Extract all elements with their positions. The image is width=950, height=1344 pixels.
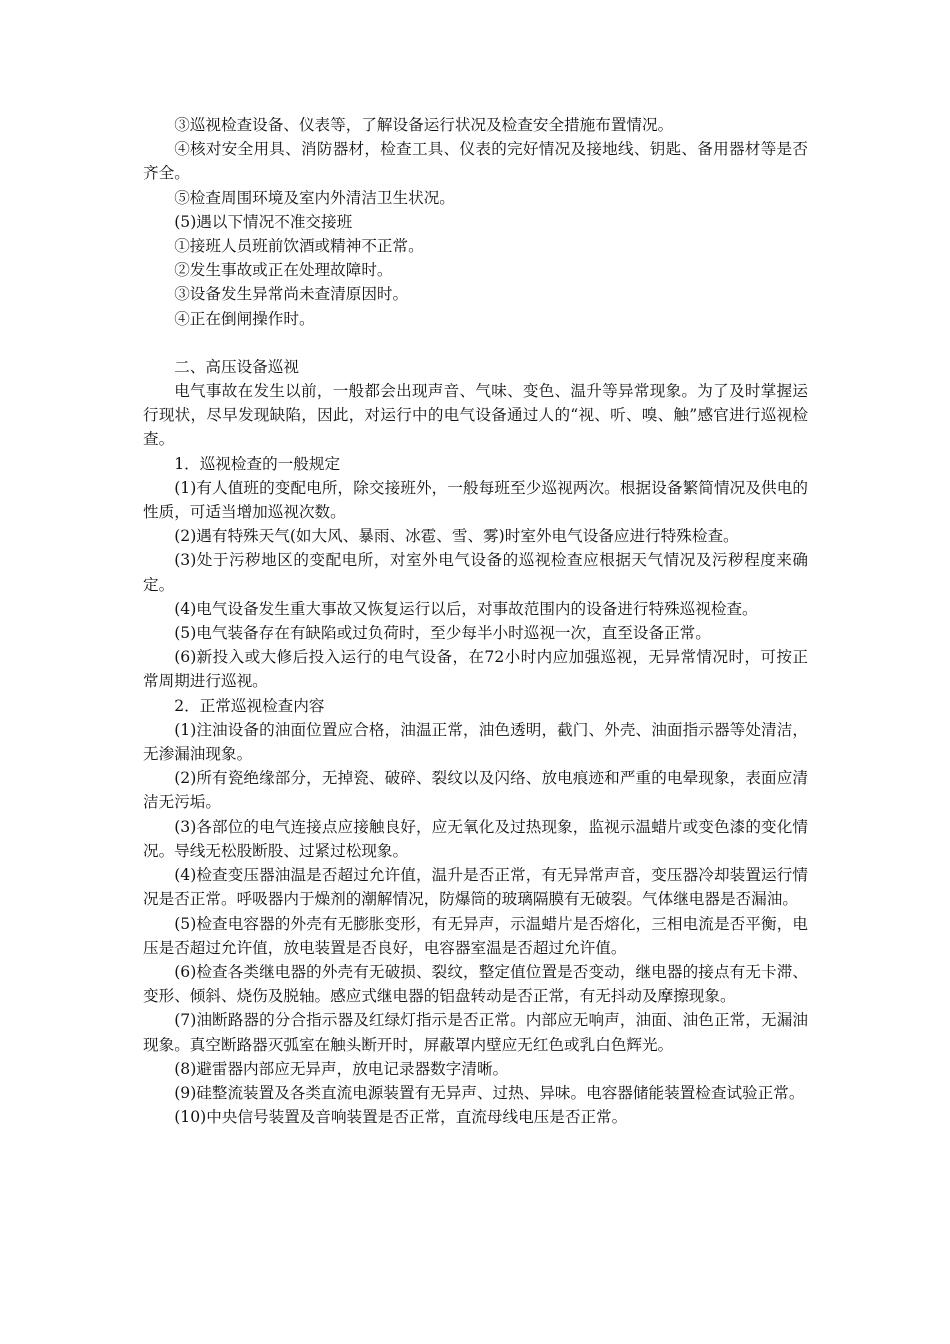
document-page <box>143 113 808 1129</box>
paragraph-no-handover-1: ①接班人员班前饮酒或精神不正常。 <box>174 237 424 256</box>
inspection-item: (1)注油设备的油面位置应合格，油温正常，油色透明，截门、外壳、油面指示器等处清洁，无渗漏油现象。 <box>143 720 808 764</box>
paragraph-no-handover-heading: (5)遇以下情况不准交接班 <box>174 212 353 231</box>
paragraph-check-safety-tools: ④核对安全用具、消防器材，检查工具、仪表的完好情况及接地线、钥匙、备用器材等是否齐全。 <box>143 140 808 183</box>
inspection-item: (10)中央信号装置及音响装置是否正常，直流母线电压是否正常。 <box>174 1108 628 1127</box>
paragraph-no-handover-4: ④正在倒闸操作时。 <box>174 309 315 328</box>
subsection-title-normal-inspection: 2．正常巡视检查内容 <box>174 696 325 715</box>
inspection-item: (5)检查电容器的外壳有无膨胀变形，有无异声，示温蜡片是否熔化，三相电流是否平衡，电压是否超过允许值，放电装置是否良好，电容器室温是否超过允许值。 <box>143 914 808 957</box>
paragraph-no-handover-2: ②发生事故或正在处理故障时。 <box>174 261 393 280</box>
general-rule-item: (3)处于污秽地区的变配电所，对室外电气设备的巡视检查应根据天气情况及污秽程度来确定。 <box>143 551 808 594</box>
general-rule-item: (1)有人值班的变配电所，除交接班外，一般每班至少巡视两次。根据设备繁简情况及供电的性质，可适当增加巡视次数。 <box>143 478 808 522</box>
inspection-item: (8)避雷器内部应无异声，放电记录器数字清晰。 <box>174 1059 509 1078</box>
inspection-item: (3)各部位的电气连接点应接触良好，应无氧化及过热现象，监视示温蜡片或变色漆的变化情况。导线无松股断股、过紧过松现象。 <box>143 817 808 860</box>
general-rule-item: (5)电气装备存在有缺陷或过负荷时，至少每半小时巡视一次，直至设备正常。 <box>174 624 711 643</box>
section-intro: 电气事故在发生以前，一般都会出现声音、气味、变色、温升等异常现象。为了及时掌握运行现状，尽早发现缺陷，因此，对运行中的电气设备通过人的“视、听、嗅、触”感官进行巡视检查。 <box>143 382 808 449</box>
inspection-item: (2)所有瓷绝缘部分，无掉瓷、破碎、裂纹以及闪络、放电痕迹和严重的电晕现象，表面应清洁无污垢。 <box>143 769 808 812</box>
section-spacer <box>143 331 808 355</box>
subsection-title-general-rules: 1．巡视检查的一般规定 <box>174 454 341 473</box>
general-rule-item: (4)电气设备发生重大事故又恢复运行以后，对事故范围内的设备进行特殊巡视检查。 <box>174 599 758 618</box>
general-rule-item: (6)新投入或大修后投入运行的电气设备，在72小时内应加强巡视，无异常情况时，可按正常周期进行巡视。 <box>143 648 808 691</box>
inspection-item: (6)检查各类继电器的外壳有无破损、裂纹，整定值位置是否变动，继电器的接点有无卡滞、变形、倾斜、烧伤及脱轴。感应式继电器的铝盘转动是否正常，有无抖动及摩擦现象。 <box>143 962 808 1006</box>
inspection-item: (4)检查变压器油温是否超过允许值，温升是否正常，有无异常声音，变压器冷却装置运行情况是否正常。呼吸器内于燥剂的潮解情况，防爆筒的玻璃隔膜有无破裂。气体继电器是否漏油。 <box>143 866 808 909</box>
section-title: 二、高压设备巡视 <box>174 357 299 376</box>
general-rule-item: (2)遇有特殊天气(如大风、暴雨、冰雹、雪、雾)时室外电气设备应进行特殊检查。 <box>174 527 739 546</box>
paragraph-check-environment: ⑤检查周围环境及室内外清洁卫生状况。 <box>174 188 455 207</box>
paragraph-inspect-equipment: ③巡视检查设备、仪表等，了解设备运行状况及检查安全措施布置情况。 <box>174 116 674 134</box>
inspection-item: (7)油断路器的分合指示器及红绿灯指示是否正常。内部应无响声，油面、油色正常，无漏油现象。真空断路器灭弧室在触头断开时，屏蔽罩内壁应无红色或乳白色辉光。 <box>143 1011 808 1054</box>
inspection-item: (9)硅整流装置及各类直流电源装置有无异声、过热、异味。电容器储能装置检查试验正常。 <box>174 1083 805 1102</box>
paragraph-no-handover-3: ③设备发生异常尚未查清原因时。 <box>174 285 409 304</box>
